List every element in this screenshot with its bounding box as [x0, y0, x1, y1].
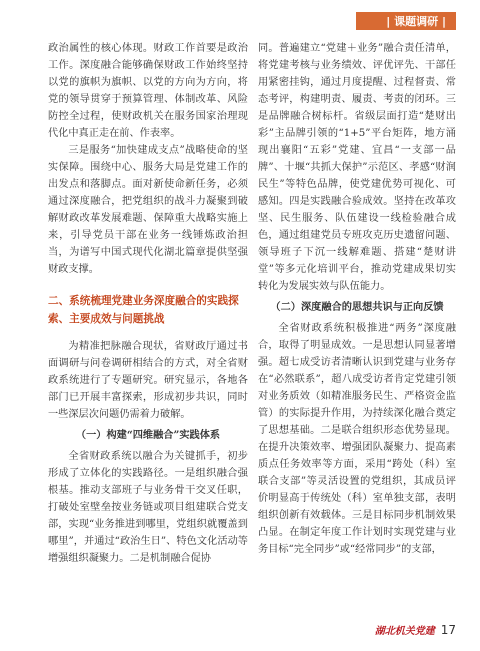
section-header-label: | 课题调研 | — [386, 15, 446, 28]
paragraph: 全省财政系统积极推进“两务”深度融合，取得了明显成效。一是思想认同显著增强。超七成受访者清晰认识到党建与业务存在“必然联系”，超八成受访者肯定党建引领对业务质效（如精准服务民生、严格资金监管）的实际提升作用，为持续深化融合奠定了思想基础。二是联合组织形态优势显现。在提升决策效率、增强团队凝聚力、提高素质点任务效率等方面，采用“跨处（科）室联合支部”等灵活设置的党组织，其成员评价明显高于传统处（科）室单独支部，表明组织创新有效载体。三是目标同步机制效果凸显。在制定年度工作计划时实现党建与业务目标“完全同步”或“经常同步”的支部， — [258, 323, 456, 555]
right-column — [258, 40, 456, 558]
left-column — [48, 40, 248, 567]
paragraph: 三是服务“加快建成支点”战略使命的坚实保障。围绕中心、服务大局是党建工作的出发点和落脚点。面对新使命新任务，必须通过深度融合，把党组织的战斗力凝聚到破解财政改革发展难题、保障重大战略实施上来，引导党员干部在业务一线锤炼政治担当，为谱写中国式现代化湖北篇章提供坚强财政支撑。 — [48, 145, 248, 275]
paragraph: 全省财政系统以融合为关键抓手，初步形成了立体化的实践路径。一是组织融合强根基。推动支部班子与业务骨干交叉任职，打破处室壁垒按业务链或项目组建联合党支部，实现“业务推进到哪里，党组织就覆盖到哪里”，并通过“政治生日”、特色文化活动等增强组织凝聚力。二是机制融合促协 — [48, 451, 248, 564]
paragraph: 政治属性的核心体现。财政工作首要是政治工作。深度融合能够确保财政工作始终坚持以党的旗帜为旗帜、以党的方向为方向，将党的领导贯穿于预算管理、体制改革、风险防控全过程，使财政机关在服务国家治理现代化中真正走在前、作表率。 — [48, 43, 248, 139]
page-number: 17 — [440, 622, 456, 637]
paragraph: 为精准把脉融合现状，省财政厅通过书面调研与问卷调研相结合的方式，对全省财政系统进行了专题研究。研究显示，各地各部门已开展丰富探索，形成初步共识，同时一些深层次问题仍需着力破解。 — [48, 341, 248, 420]
section-header — [356, 12, 456, 30]
subsection-title: （二）深度融合的思想共识与正向反馈 — [270, 301, 444, 313]
subsection-title: （一）构建“四维融合”实践体系 — [75, 429, 221, 441]
page-footer — [375, 622, 456, 637]
magazine-brand: 湖北机关党建 — [374, 626, 435, 637]
section-title: 二、系统梳理党建业务深度融合的实践探索、主要成效与问题挑战 — [48, 295, 239, 325]
paragraph: 同。普遍建立“党建＋业务”融合责任清单，将党建考核与业务绩效、评优评先、干部任用紧密挂钩，通过月度提醒、过程督责、常态考评，构建明责、履责、考责的闭环。三是品牌融合树标杆。省级层面打造“楚财出彩”主品牌引领的“1+5”平台矩阵，地方涌现出襄阳“五彩”党建、宜昌“一支部一品牌”、十堰“共抓大保护”示范区、孝感“财润民生”等特色品牌，使党建优势可视化、可感知。四是实践融合验成效。坚持在改革攻坚、民生服务、队伍建设一线检验融合成色，通过组建党员专班攻克历史遗留问题、领导班子下沉一线解难题、搭建“楚财讲堂”等多元化培训平台，推动党建成果切实转化为发展实效与队伍能力。 — [258, 43, 456, 292]
